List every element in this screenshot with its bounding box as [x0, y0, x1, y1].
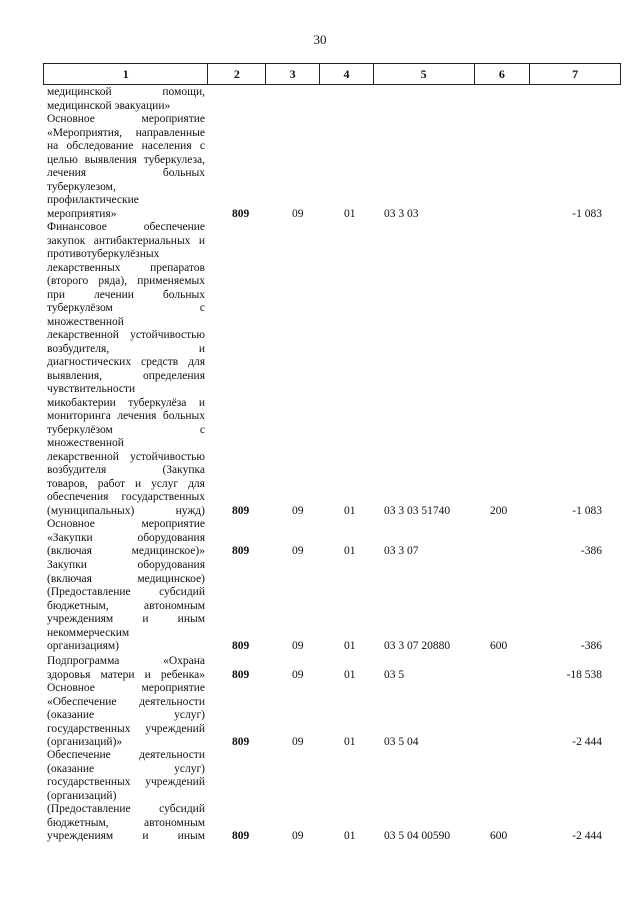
word: субсидий — [159, 586, 205, 598]
word: (включая — [47, 572, 92, 585]
header-col-1: 1 — [44, 64, 208, 84]
description-line — [47, 682, 205, 696]
word: населения — [141, 140, 192, 152]
word: Закупки — [47, 559, 87, 571]
word: больных — [162, 410, 205, 422]
description-line — [47, 696, 205, 710]
description-line — [47, 518, 205, 532]
subsection-code: 01 — [344, 668, 356, 681]
word: устойчивостью — [130, 329, 205, 341]
amount-value: -386 — [580, 545, 602, 557]
word: (Предоставление — [47, 803, 131, 815]
description-line — [47, 709, 205, 723]
section-code: 09 — [292, 830, 304, 842]
description-line: организациям) — [47, 640, 119, 652]
word: при — [47, 288, 66, 301]
subsection-code: 01 — [344, 640, 356, 652]
word: товаров, — [47, 477, 88, 490]
word: лечении — [94, 288, 134, 301]
target-article-code: 03 3 07 — [384, 545, 419, 557]
word: «Мероприятия, — [47, 126, 123, 139]
section-code: 09 — [292, 668, 304, 681]
description-line — [47, 464, 205, 478]
word: субсидий — [159, 803, 205, 815]
header-col-5: 5 — [374, 64, 475, 84]
word: «Охрана — [163, 655, 205, 667]
amount-value: -1 083 — [572, 504, 602, 517]
word: выявления, — [47, 369, 103, 382]
grbs-code: 809 — [232, 668, 250, 681]
word: (оказание — [47, 709, 95, 721]
description-line: (организаций)» — [47, 736, 123, 748]
description-line — [47, 505, 205, 519]
description-line — [47, 343, 205, 357]
description-line — [47, 127, 205, 141]
section-code: 09 — [292, 504, 304, 517]
header-col-3: 3 — [266, 64, 320, 84]
word: возбудителя, — [47, 342, 110, 355]
description-line — [47, 600, 205, 614]
word: помощи, — [162, 86, 205, 98]
grbs-code: 809 — [232, 640, 250, 652]
subsection-code: 01 — [344, 736, 356, 748]
description-line — [47, 221, 205, 235]
word: антибактериальных — [93, 234, 191, 247]
amount-value: -386 — [580, 640, 602, 652]
description-line — [47, 356, 205, 370]
word: препаратов — [150, 261, 205, 274]
word: определения — [142, 369, 205, 382]
page-number: 30 — [313, 32, 327, 47]
word: услуг) — [174, 709, 205, 721]
description-line — [47, 113, 205, 127]
grbs-code: 809 — [232, 830, 250, 842]
header-col-4: 4 — [320, 64, 374, 84]
word: (второго — [47, 275, 89, 287]
word: Финансовое — [47, 221, 107, 233]
word: бюджетным, — [47, 599, 109, 612]
row-description — [47, 749, 205, 844]
target-article-code: 03 5 — [384, 668, 405, 681]
section-code: 09 — [292, 545, 304, 557]
description-line — [47, 370, 205, 384]
target-article-code: 03 3 03 51740 — [384, 504, 451, 517]
header-col-2: 2 — [208, 64, 266, 84]
word: направленные — [135, 126, 205, 139]
word: Обеспечение — [47, 749, 111, 761]
description-line — [47, 235, 205, 249]
description-line — [47, 262, 205, 276]
word: и — [198, 342, 205, 355]
word: обследование — [66, 140, 134, 152]
amount-value: -2 444 — [572, 830, 602, 842]
description-line: мероприятия» — [47, 207, 117, 220]
word: медицинской — [47, 86, 112, 98]
word: Основное — [47, 682, 95, 694]
word: Основное — [47, 518, 95, 530]
word: учреждений — [145, 722, 205, 735]
word: целью — [47, 153, 78, 166]
word: автономным — [144, 816, 205, 829]
word: (Предоставление — [47, 586, 131, 598]
target-article-code: 03 3 03 — [384, 207, 419, 220]
word: с — [199, 302, 205, 314]
word: нужд) — [175, 504, 205, 517]
row-description — [47, 86, 205, 113]
word: и — [135, 477, 142, 490]
description-line: (организаций) — [47, 789, 117, 802]
target-article-code: 03 3 07 20880 — [384, 640, 451, 652]
row-description — [47, 113, 205, 221]
word: туберкулёза — [128, 396, 187, 409]
word: матери — [100, 668, 135, 681]
word: мониторинга — [47, 410, 111, 422]
description-line: множественной — [47, 437, 124, 449]
description-line — [47, 451, 205, 465]
word: бюджетным, — [47, 816, 109, 829]
word: медицинское) — [137, 572, 205, 585]
word: ряда), — [98, 275, 128, 287]
description-line — [47, 817, 205, 831]
description-line — [47, 424, 205, 438]
word: услуг) — [174, 762, 205, 775]
header-col-6: 6 — [475, 64, 531, 84]
description-line — [47, 559, 205, 573]
subsection-code: 01 — [344, 207, 356, 220]
word: (оказание — [47, 762, 95, 775]
section-code: 09 — [292, 207, 304, 220]
word: «Закупки — [47, 531, 93, 544]
word: иным — [177, 830, 205, 842]
word: медицинское)» — [131, 545, 205, 557]
word: с — [199, 140, 205, 152]
word: с — [199, 423, 205, 436]
expense-type-code: 600 — [490, 640, 508, 652]
word: мероприятие — [141, 113, 205, 125]
word: учреждениям — [47, 830, 114, 842]
word: средств — [140, 356, 179, 368]
word: (муниципальных) — [47, 504, 135, 517]
word: Основное — [47, 113, 95, 125]
description-line: профилактические — [47, 194, 139, 206]
word: диагностических — [47, 356, 132, 368]
word: Подпрограмма — [47, 655, 120, 667]
description-line — [47, 655, 205, 669]
description-line — [47, 613, 205, 627]
word: «Обеспечение — [47, 695, 117, 708]
word: туберкулеза, — [143, 153, 205, 166]
word: мероприятие — [141, 682, 205, 694]
header-col-7: 7 — [572, 66, 579, 81]
description-line — [47, 275, 205, 289]
word: (Закупка — [162, 464, 205, 476]
word: и — [142, 613, 149, 625]
word: на — [47, 140, 59, 152]
description-line — [47, 763, 205, 777]
word: обеспечения — [47, 491, 109, 503]
word: для — [188, 356, 205, 368]
section-code: 09 — [292, 736, 304, 748]
subsection-code: 01 — [344, 545, 356, 557]
amount-value: -18 538 — [566, 668, 602, 681]
word: больных — [162, 167, 205, 179]
grbs-code: 809 — [232, 736, 250, 748]
subsection-code: 01 — [344, 504, 356, 517]
description-line — [47, 167, 205, 181]
word: применяемых — [137, 275, 205, 287]
word: работ — [97, 477, 126, 490]
word: выявления — [84, 153, 137, 166]
grbs-code: 809 — [232, 545, 250, 557]
word: и — [198, 396, 205, 409]
word: учреждениям — [47, 613, 114, 625]
table-header — [43, 63, 621, 85]
word: обеспечение — [143, 221, 205, 233]
word: возбудителя — [47, 464, 107, 476]
subsection-code: 01 — [344, 830, 356, 842]
word: автономным — [144, 599, 205, 612]
description-line: множественной — [47, 315, 124, 328]
description-line — [47, 154, 205, 168]
description-line: чувствительности — [47, 383, 136, 395]
description-line — [47, 140, 205, 154]
amount-value: -1 083 — [572, 207, 602, 220]
word: (включая — [47, 545, 92, 557]
row-description — [47, 655, 205, 682]
word: и — [198, 234, 205, 247]
word: микобактерии — [47, 396, 116, 409]
grbs-code: 809 — [232, 207, 250, 220]
word: учреждений — [145, 776, 205, 788]
description-line — [47, 776, 205, 790]
word: туберкулёзом — [47, 302, 113, 314]
word: иным — [177, 613, 205, 625]
word: здоровья — [47, 668, 91, 681]
word: устойчивостью — [130, 450, 205, 463]
row-description — [47, 221, 205, 518]
description-line — [47, 573, 205, 587]
word: и — [142, 830, 149, 842]
word: деятельности — [139, 695, 205, 708]
word: лечения — [47, 167, 87, 179]
word: для — [188, 477, 205, 490]
description-line — [47, 532, 205, 546]
expense-type-code: 600 — [490, 830, 508, 842]
row-description — [47, 518, 205, 559]
description-line — [47, 478, 205, 492]
word: государственных — [47, 722, 131, 735]
description-line — [47, 302, 205, 316]
word: деятельности — [139, 749, 205, 761]
word: лекарственной — [47, 329, 119, 341]
description-line: медицинской эвакуации» — [47, 99, 171, 112]
description-line — [47, 830, 205, 844]
word: закупок — [47, 234, 86, 247]
description-line: туберкулезом, — [47, 180, 116, 193]
word: ребенка» — [160, 668, 205, 681]
description-line — [47, 397, 205, 411]
word: мероприятие — [141, 518, 205, 530]
section-code: 09 — [292, 640, 304, 652]
description-line — [47, 586, 205, 600]
word: лечения — [117, 410, 157, 422]
word: государственных — [47, 776, 131, 788]
target-article-code: 03 5 04 00590 — [384, 830, 451, 842]
description-line — [47, 329, 205, 343]
description-line — [47, 545, 205, 559]
expense-type-code: 200 — [490, 504, 508, 517]
description-line — [47, 803, 205, 817]
description-line: противотуберкулёзных — [47, 248, 160, 260]
target-article-code: 03 5 04 — [384, 736, 419, 748]
description-line — [47, 86, 205, 100]
word: и — [144, 668, 151, 681]
description-line — [47, 410, 205, 424]
amount-value: -2 444 — [572, 736, 602, 748]
row-description — [47, 559, 205, 654]
description-line — [47, 749, 205, 763]
word: больных — [162, 288, 205, 301]
description-line — [47, 289, 205, 303]
word: туберкулёзом — [47, 423, 113, 436]
grbs-code: 809 — [232, 504, 250, 517]
word: лекарственной — [47, 450, 119, 463]
word: государственных — [121, 491, 205, 503]
description-line: некоммерческим — [47, 626, 130, 639]
description-line — [47, 723, 205, 737]
row-description — [47, 682, 205, 750]
description-line — [47, 669, 205, 683]
description-line — [47, 491, 205, 505]
word: услуг — [151, 477, 179, 490]
word: оборудования — [137, 559, 205, 571]
word: лекарственных — [47, 261, 121, 274]
word: оборудования — [137, 531, 205, 544]
